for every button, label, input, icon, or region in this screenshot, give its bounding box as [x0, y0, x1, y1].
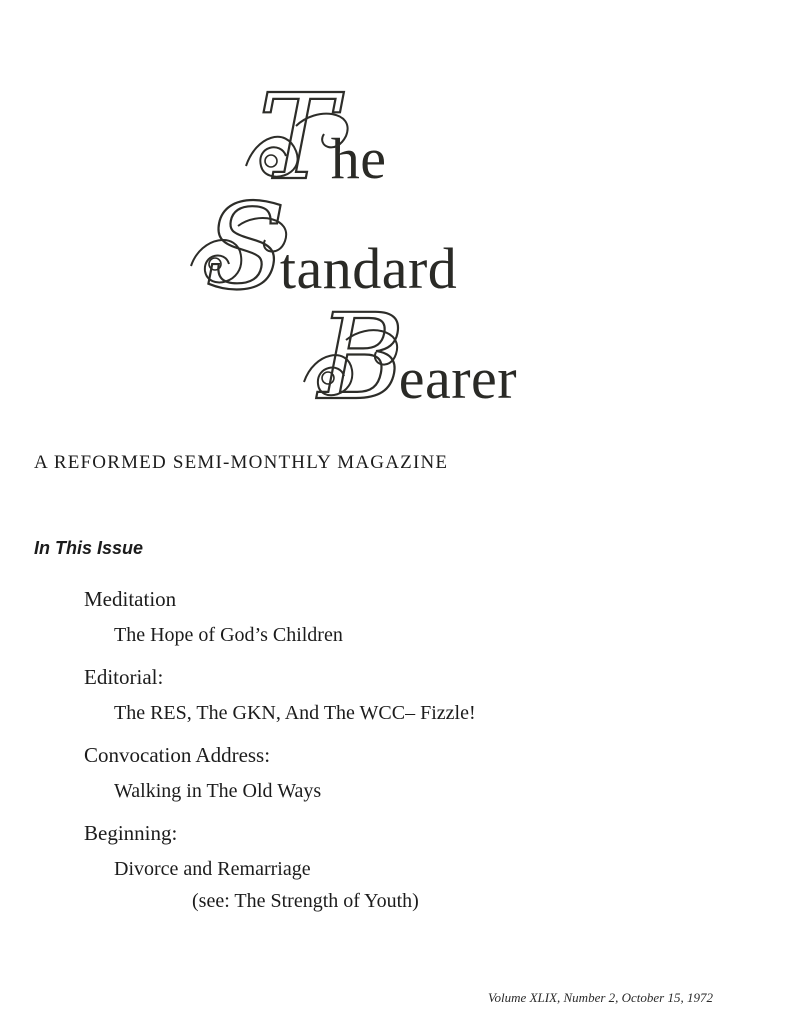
magazine-subtitle: A REFORMED SEMI-MONTHLY MAGAZINE [34, 452, 449, 473]
toc-section-editorial [84, 664, 734, 726]
in-this-issue-heading: In This Issue [34, 538, 144, 558]
masthead-line-bearer [318, 288, 518, 426]
table-of-contents [84, 586, 734, 930]
toc-section-beginning [84, 820, 734, 914]
toc-section-meditation [84, 586, 734, 648]
volume-issue-date: Volume XLIX, Number 2, October 15, 1972 [488, 990, 713, 1005]
toc-item: Walking in The Old Ways [114, 780, 322, 802]
toc-section-convocation-address [84, 742, 734, 804]
toc-item: Divorce and Remarriage [114, 858, 311, 880]
toc-heading: Meditation [84, 587, 177, 611]
toc-item: The RES, The GKN, And The WCC– Fizzle! [114, 702, 476, 724]
masthead-text-earer: earer [398, 346, 518, 411]
toc-heading: Editorial: [84, 665, 164, 689]
masthead-initial-t: T [258, 68, 337, 206]
toc-item: The Hope of God’s Children [114, 624, 343, 646]
masthead-initial-s: S [205, 178, 286, 316]
toc-heading: Beginning: [84, 821, 178, 845]
masthead-text-he: he [330, 126, 387, 191]
toc-note: (see: The Strength of Youth) [192, 890, 419, 912]
masthead-initial-b: B [318, 288, 405, 426]
masthead-text-tandard: tandard [279, 236, 458, 301]
toc-heading: Convocation Address: [84, 743, 271, 767]
